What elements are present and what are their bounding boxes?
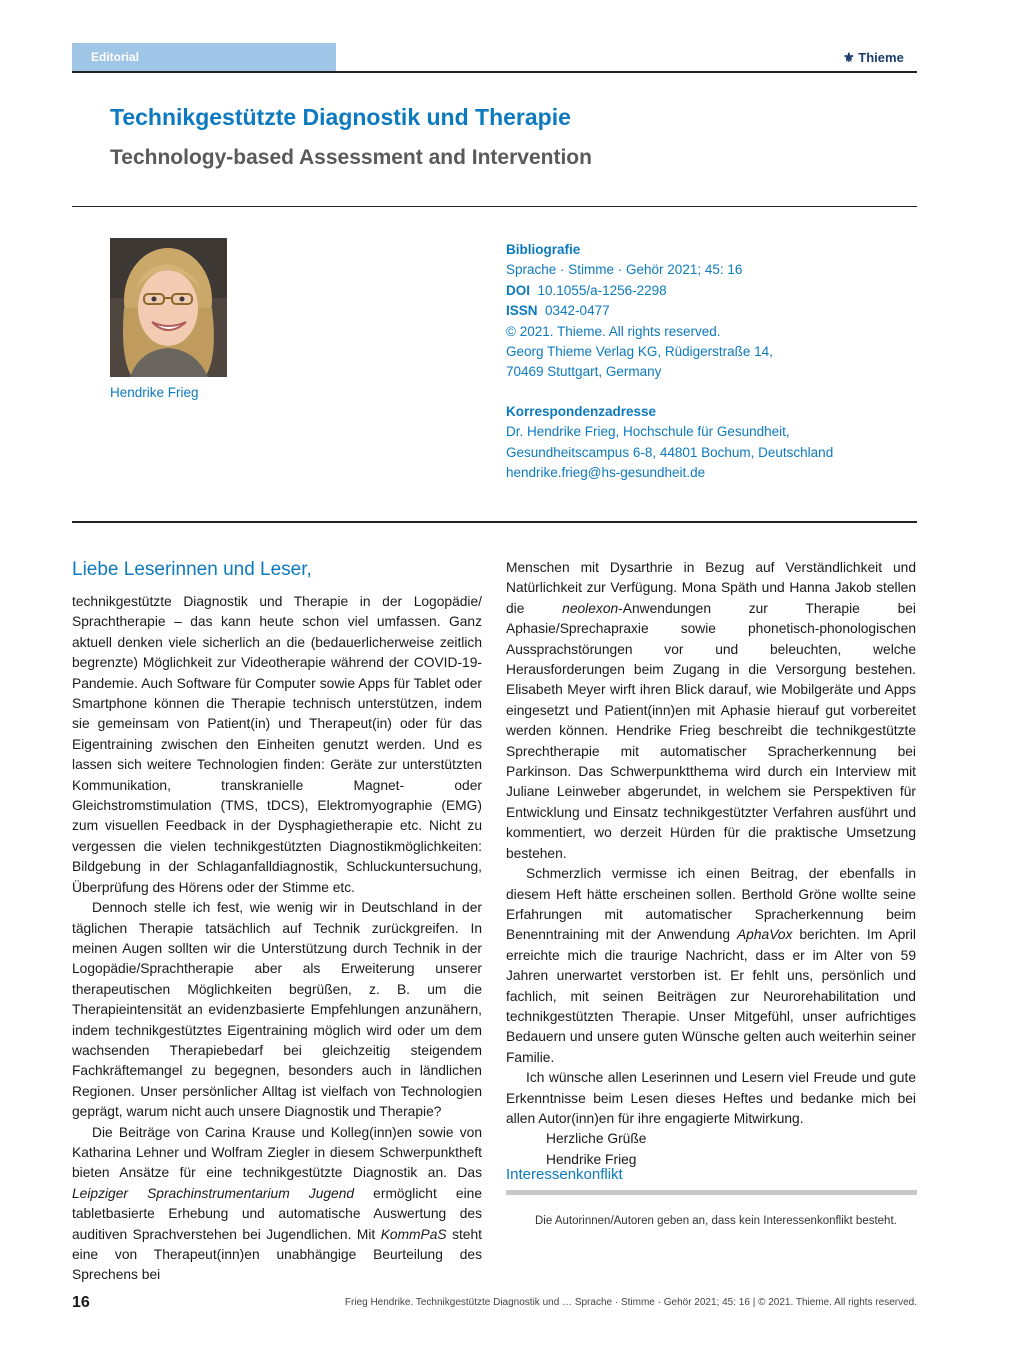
title-divider (72, 206, 917, 207)
paragraph-3-continued: Menschen mit Dysarthrie in Bezug auf Verständlichkeit und Natürlichkeit zur Verfügung. Mona Späth und Hanna Jakob stellen die neolexon-Anwendungen zur Therapie bei Aphasie/Sprechapraxie sowie phonetisch-phonologischen Aussprachstörungen vor und beleuchten, welche Herausforderungen beim Zugang in die Versorgung bestehen. Elisabeth Meyer wirft ihren Blick darauf, wie Mobilgeräte und Apps eingesetzt und Patient(inn)en mit Aphasie hierauf gut vorbereitet werden können. Hendrike Frieg beschreibt die technikgestützte Sprechtherapie mit automatischer Spracherkennung bei Parkinson. Das Schwerpunktthema wird durch ein Interview mit Juliane Leinweber abgerundet, in welchem sie Perspektiven für Entwicklung und Einsatz technikgestützter Verfahren ausführt und kommentiert, wo derzeit Hürden für die praktische Umsetzung bestehen. (506, 560, 916, 861)
header-rule (72, 71, 917, 73)
doi-value[interactable]: 10.1055/a-1256-2298 (537, 282, 667, 298)
correspondence-line-1: Dr. Hendrike Frieg, Hochschule für Gesundheit, (506, 424, 790, 440)
body-column-left (72, 592, 482, 1283)
doi-line (506, 281, 773, 301)
publisher-logo (843, 50, 904, 66)
paragraph-5: Ich wünsche allen Leserinnen und Lesern viel Freude und gute Erkenntnisse beim Lesen dieses Heftes und bedanke mich bei allen Autor(inn)en für ihre engagierte Mitwirkung. (506, 1070, 916, 1126)
paragraph-3-start (72, 1123, 482, 1283)
body-column-right (506, 558, 916, 1170)
closing-line: Herzliche Grüße (546, 1131, 647, 1147)
paragraph-3-text-d: -Anwendungen zur Therapie bei Aphasie/Sprechapraxie sowie phonetisch-phonologischen Aussprachstörungen vor und beleuchten, welche Herausforderungen beim Zugang in die Versorgung bestehen. Elisabeth Meyer wirft ihren Blick darauf, wie Mobilgeräte und Apps eingesetzt und Patient(inn)en mit Aphasie hierauf gut vorbereitet werden können. Hendrike Frieg beschreibt die technikgestützte Sprechtherapie mit automatischer Spracherkennung bei Parkinson. Das Schwerpunktthema wird durch ein Interview mit Juliane Leinweber abgerundet, in welchem sie Perspektiven für Entwicklung und Einsatz technikgestützter Verfahren ausführt und kommentiert, wo derzeit Hürden für die praktische Umsetzung bestehen. (506, 600, 916, 861)
page-number: 16 (72, 1294, 90, 1311)
paragraph-3-emphasis-1: Leipziger Sprachinstrumentarium Jugend (72, 1185, 355, 1201)
paragraph-1: technikgestützte Diagnostik und Therapie in der Logopädie/ Sprachtherapie – das kann heute schon viel umfassen. Ganz aktuell denken viele sicherlich an die (bedauerlicherweise zeitlich begrenzte) Möglichkeit zur Videotherapie während der COVID-19-Pandemie. Auch Software für Computer sowie Apps für Tablet oder Smartphone können die Therapie technisch unterstützen, indem sie gemeinsam von Patient(in) und Therapeut(in) oder für das Eigentraining zwischen den Einheiten genutzt werden. Und es lassen sich weitere Technologien finden: Geräte zur unterstützten Kommunikation, transkranielle Magnet- oder Gleichstromstimulation (TMS, tDCS), Elektromyographie (EMG) zum visuellen Feedback in der Dysphagietherapie etc. Nicht zu vergessen die vielen technikgestützten Diagnostikmöglichkeiten: Bildgebung in der Schlaganfalldiagnostik, Schluckuntersuchung, Überprüfung des Hörens oder der Stimme etc. (72, 594, 482, 895)
correspondence-heading: Korrespondenzadresse (506, 404, 657, 419)
thieme-emblem-icon: ⚜ (843, 50, 855, 65)
correspondence-block (506, 402, 833, 484)
paragraph-4-text-a: Schmerzlich vermisse ich einen Beitrag, der ebenfalls in diesem Heft hätte erscheinen sollen. Berthold Gröne wollte seine Erfahrungen mit automatischer Spracherkennung beim Benenntraining mit der Anwendung (506, 866, 916, 943)
article-title-german: Technikgestützte Diagnostik und Therapie (110, 104, 571, 130)
paragraph-3-text-c-start: steht eine von Therapeut(inn)en unabhängige Beurteilung des Sprechens bei (72, 1226, 482, 1283)
paragraph-3-text-a: Die Beiträge von Carina Krause und Kolleg(inn)en sowie von Katharina Lehner und Wolfram Ziegler in diesem Schwerpunktheft bieten Ansätze für eine technikgestützte Diagnostik an. Das (72, 1124, 482, 1181)
paragraph-4-text-b: berichten. Im April erreichte mich die traurige Nachricht, dass er im Alter von 59 Jahren unerwartet verstorben ist. Er fehlt uns, persönlich und fachlich, mit seinen Beiträgen zur Neurorehabilitation und technikgestützten Therapie. Unser Mitgefühl, unser aufrichtiges Bedauern und unsere guten Wünsche gelten auch weiterhin seiner Familie. (506, 927, 916, 1065)
issn-line (506, 301, 773, 321)
correspondence-line-2: Gesundheitscampus 6-8, 44801 Bochum, Deutschland (506, 444, 834, 460)
doi-label: DOI (506, 282, 531, 298)
article-title-english: Technology-based Assessment and Intervention (110, 146, 592, 169)
paragraph-3-emphasis-3: neolexon (562, 600, 619, 616)
bibliography-block (506, 240, 773, 383)
paragraph-3-emphasis-2: KommPaS (380, 1226, 447, 1242)
signature-line: Hendrike Frieg (546, 1151, 637, 1167)
conflict-heading: Interessenkonflikt (506, 1166, 623, 1183)
paragraph-2: Dennoch stelle ich fest, wie wenig wir in Deutschland in der täglichen Therapie tatsächlich auf Technik zurückgreifen. In meinen Augen sollten wir die Unterstützung durch Technik in der Logopädie/Sprachtherapie aber als Erweiterung unserer therapeutischen Möglichkeiten begrüßen, z. B. um die Therapieintensität an evidenzbasierte Empfehlungen anzunähern, indem technikgestütztes Eigentraining möglich wird oder um dem wachsenden Therapiebedarf bei gleichzeitig steigendem Fachkräftemangel zu begegnen, besonders auch in ländlichen Regionen. Unser persönlicher Alltag ist vielfach von Technologien geprägt, warum nicht auch unsere Diagnostik und Therapie? (72, 900, 482, 1120)
author-portrait-drawing (110, 238, 227, 377)
section-tag: Editorial (91, 50, 140, 64)
copyright-line: © 2021. Thieme. All rights reserved. (506, 323, 721, 339)
paragraph-4 (506, 864, 916, 1068)
issn-value: 0342-0477 (545, 303, 610, 319)
footer-citation: Frieg Hendrike. Technikgestützte Diagnostik und … Sprache · Stimme · Gehör 2021; 45: 16 | © 2021. Thieme. All rights reserved. (344, 1297, 917, 1308)
publisher-address-line-1: Georg Thieme Verlag KG, Rüdigerstraße 14, (506, 344, 773, 360)
greeting-heading: Liebe Leserinnen und Leser, (72, 559, 312, 580)
publisher-address-line-2: 70469 Stuttgart, Germany (506, 364, 662, 380)
conflict-bar (506, 1190, 917, 1195)
journal-citation: Sprache · Stimme · Gehör 2021; 45: 16 (506, 262, 743, 278)
conflict-text: Die Autorinnen/Autoren geben an, dass kein Interessenkonflikt besteht. (535, 1215, 897, 1227)
publisher-logo-text: Thieme (858, 50, 904, 65)
paragraph-4-emphasis: AphaVox (736, 927, 793, 943)
issn-label: ISSN (506, 303, 538, 319)
body-divider (72, 521, 917, 523)
paragraph-3-text-b: ermöglicht eine tabletbasierte Erhebung und automatische Auswertung des auditiven Sprachverstehen bei Jugendlichen. Mit (72, 1185, 482, 1242)
author-caption: Hendrike Frieg (110, 385, 199, 400)
bibliography-heading: Bibliografie (506, 242, 581, 257)
correspondence-email[interactable]: hendrike.frieg@hs-gesundheit.de (506, 465, 706, 481)
author-portrait (110, 238, 227, 377)
